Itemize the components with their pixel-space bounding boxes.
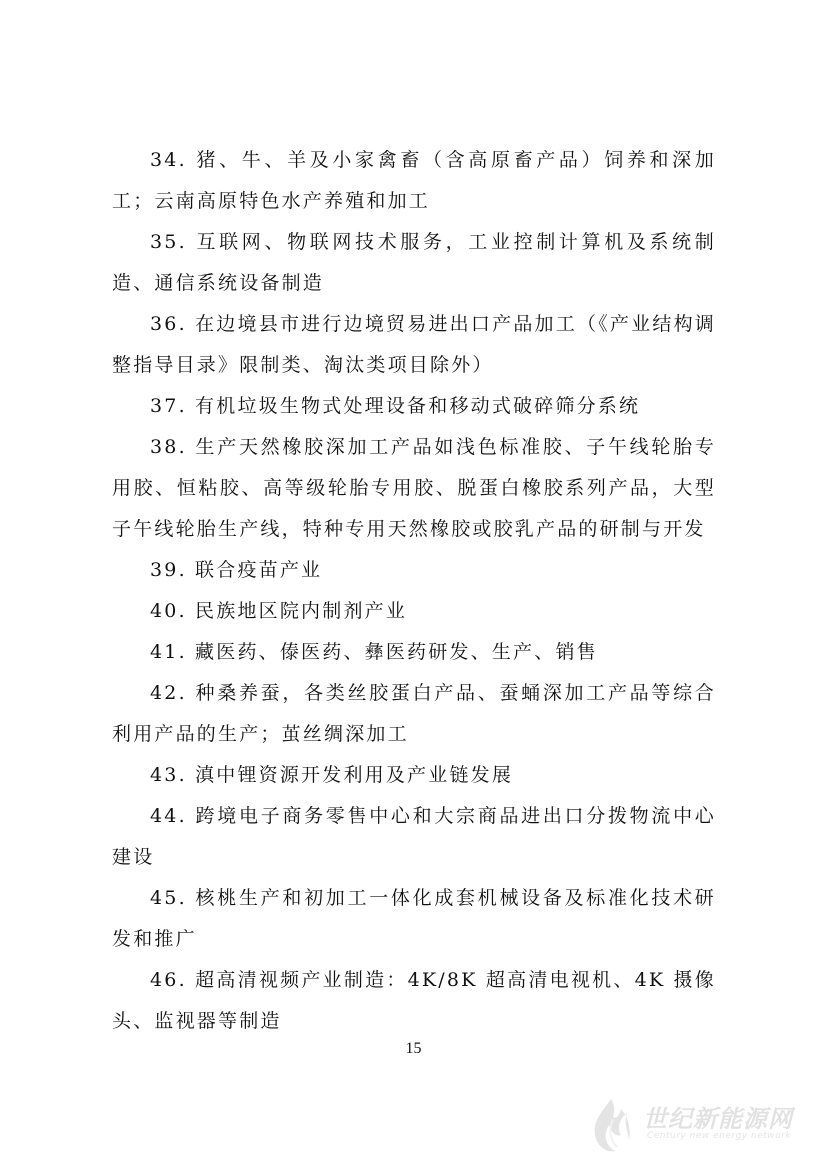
list-item: 39. 联合疫苗产业 <box>150 559 323 581</box>
list-item: 45. 核桃生产和初加工一体化成套机械设备及标准化技术研发和推广 <box>112 887 716 950</box>
list-item: 34. 猪、牛、羊及小家禽畜（含高原畜产品）饲养和深加工；云南高原特色水产养殖和加工 <box>112 149 716 212</box>
list-item: 46. 超高清视频产业制造：4K/8K 超高清电视机、4K 摄像头、监视器等制造 <box>112 969 716 1032</box>
list-item: 35. 互联网、物联网技术服务，工业控制计算机及系统制造、通信系统设备制造 <box>112 231 716 294</box>
watermark-subtitle: Century new energy network <box>647 1131 792 1141</box>
list-item: 38. 生产天然橡胶深加工产品如浅色标准胶、子午线轮胎专用胶、恒粘胶、高等级轮胎专用胶、脱蛋白橡胶系列产品，大型子午线轮胎生产线，特种专用天然橡胶或胶乳产品的研制与开发 <box>112 436 716 540</box>
list-item: 41. 藏医药、傣医药、彝医药研发、生产、销售 <box>150 641 598 663</box>
item-list <box>112 140 716 1042</box>
list-item: 42. 种桑养蚕，各类丝胶蛋白产品、蚕蛹深加工产品等综合利用产品的生产；茧丝绸深加工 <box>112 682 716 745</box>
page-number: 15 <box>405 1040 422 1057</box>
watermark-title: 世纪新能源网 <box>643 1105 793 1133</box>
list-item: 37. 有机垃圾生物式处理设备和移动式破碎筛分系统 <box>150 395 641 417</box>
list-item: 44. 跨境电子商务零售中心和大宗商品进出口分拨物流中心建设 <box>112 805 716 868</box>
list-item: 43. 滇中锂资源开发利用及产业链发展 <box>150 764 514 786</box>
list-item: 36. 在边境县市进行边境贸易进出口产品加工（《产业结构调整指导目录》限制类、淘汰类项目除外） <box>112 313 716 376</box>
watermark <box>583 1095 813 1155</box>
list-item: 40. 民族地区院内制剂产业 <box>150 600 408 622</box>
